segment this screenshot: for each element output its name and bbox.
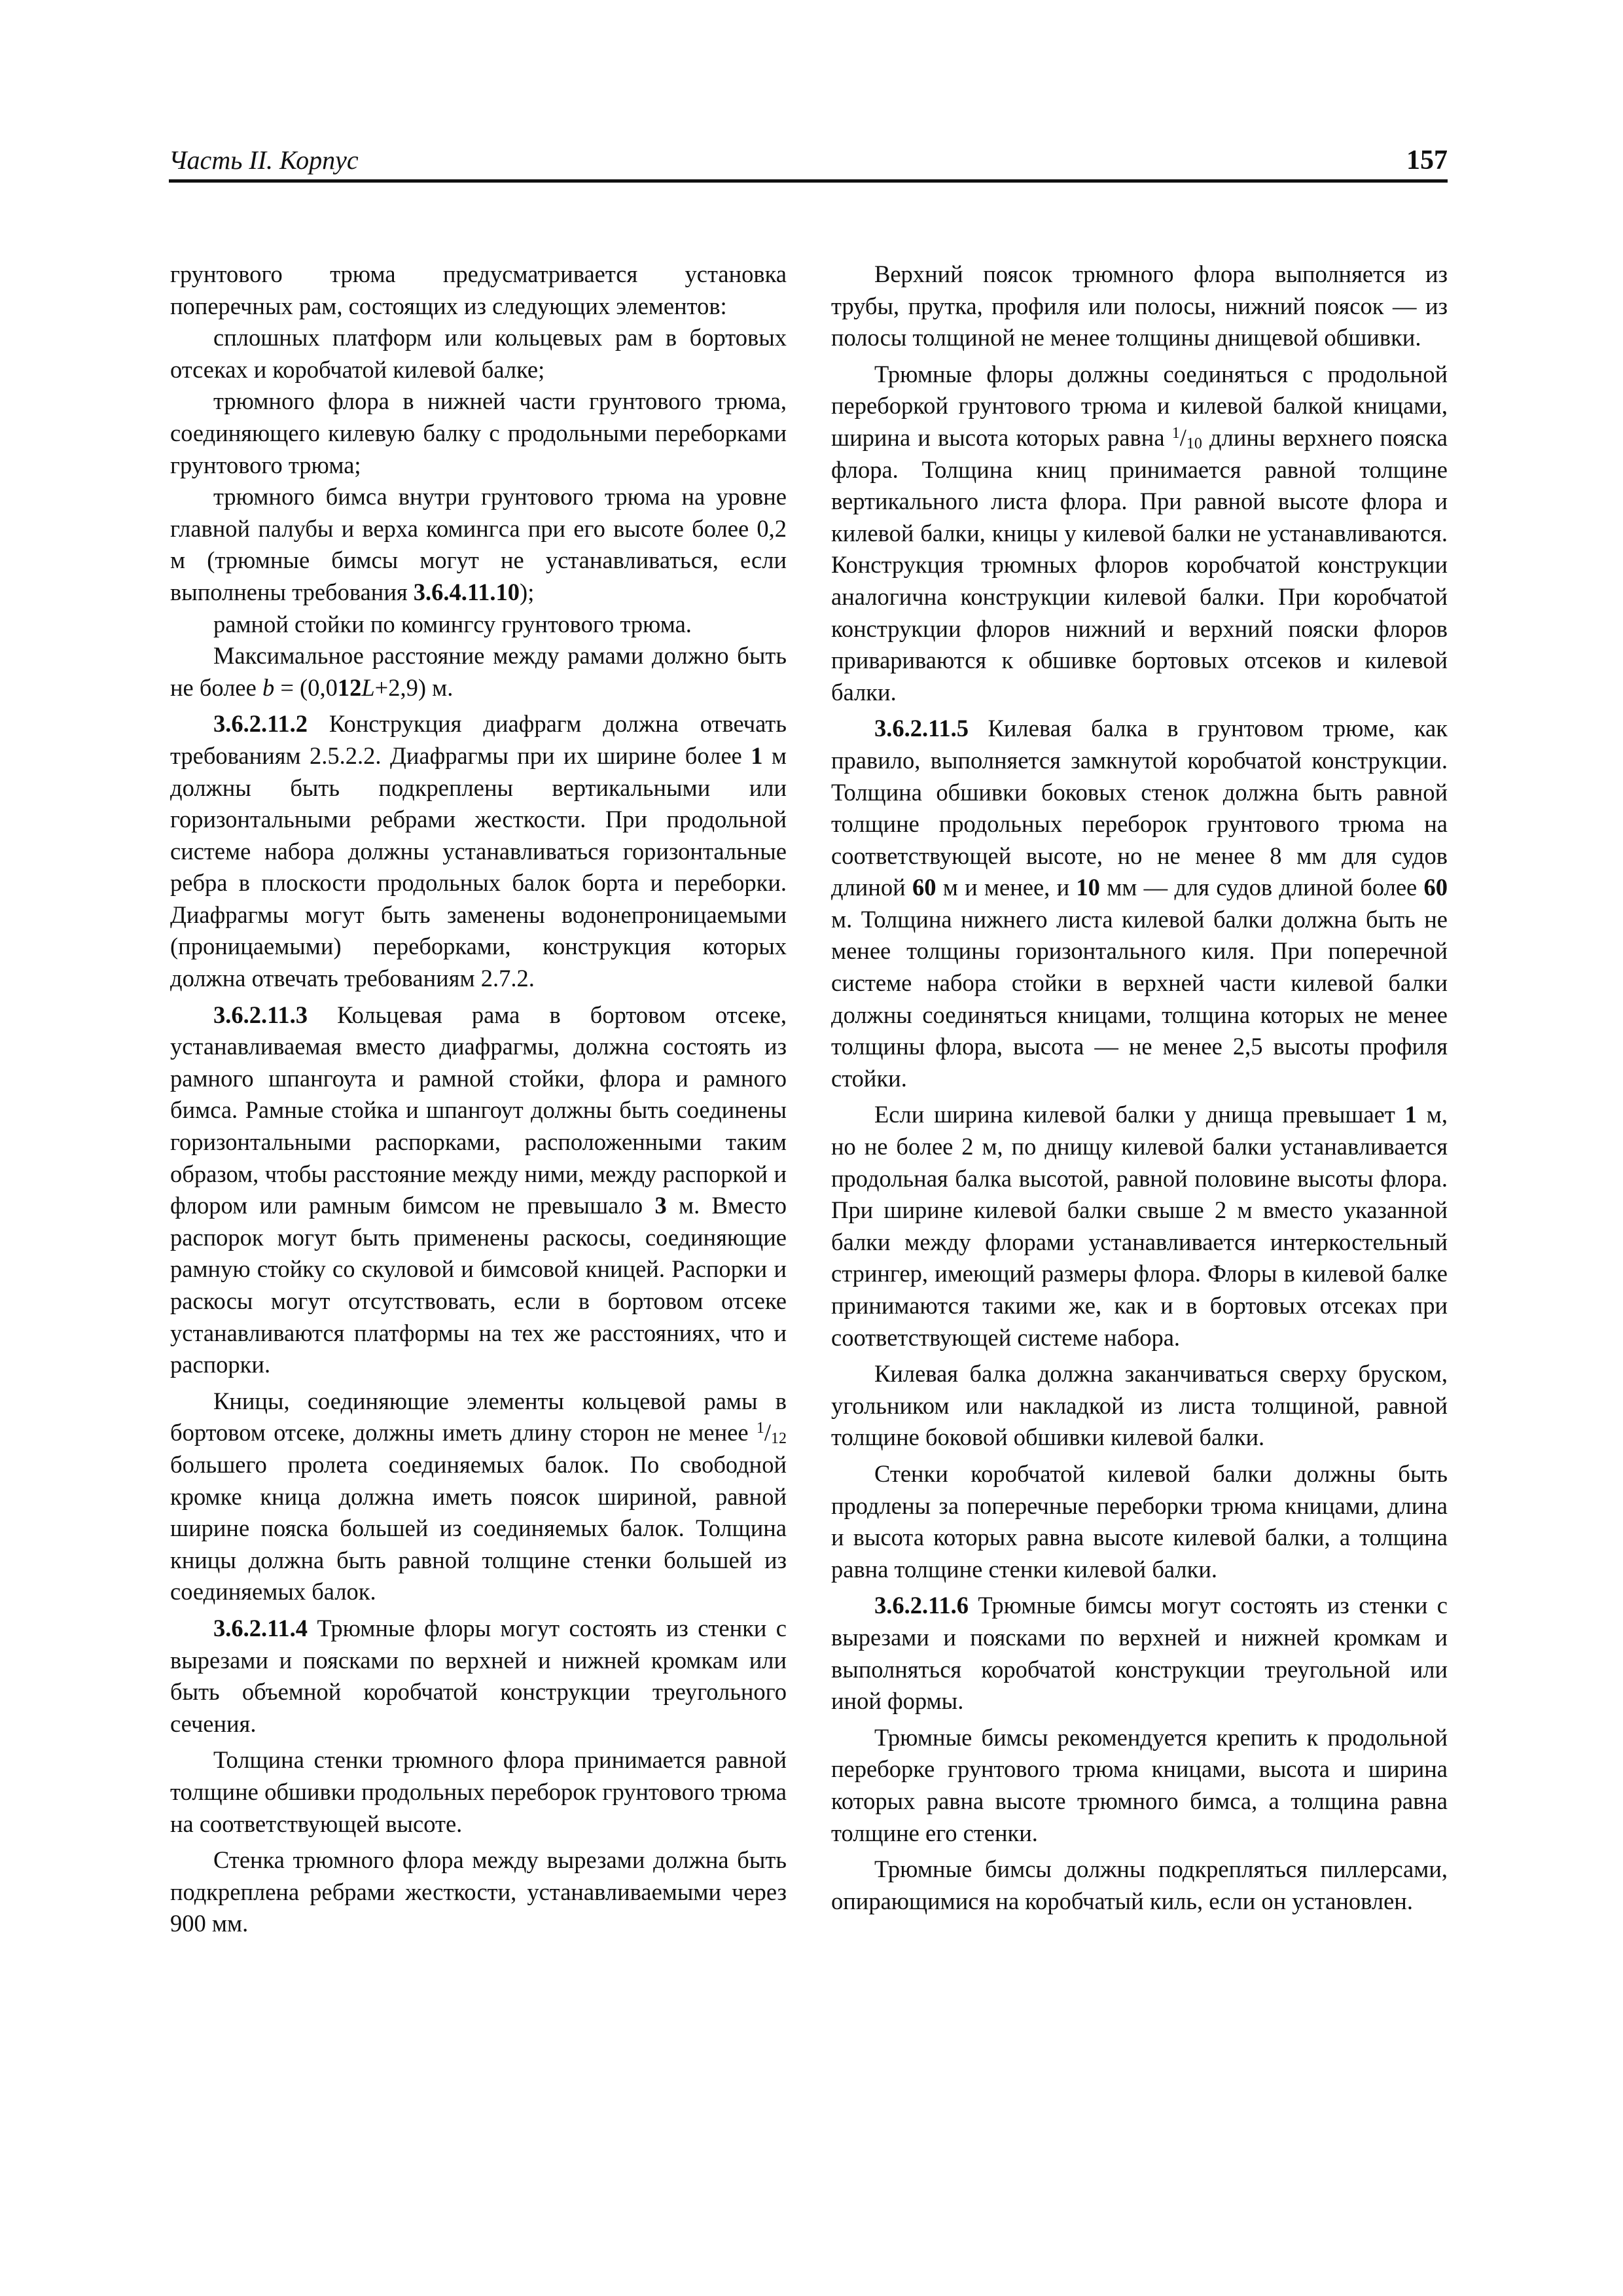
section-paragraph [170, 999, 787, 1381]
bold-value: 60 [912, 874, 936, 901]
formula: = (0,0 [274, 673, 338, 701]
fraction-numerator: 1 [1171, 424, 1180, 442]
section-paragraph [170, 1613, 787, 1740]
section-number: 3.6.2.11.3 [213, 1001, 308, 1028]
fraction: $^1/_{10}$ [1171, 423, 1202, 452]
fraction: $^1/_{12}$ [756, 1419, 787, 1448]
paragraph: Трюмные бимсы рекомендуется крепить к продольной переборке грунтового трюма кницами, высота и ширина которых равна высоте трюмного бимса, а толщина равна толщине его стенки. [831, 1723, 1448, 1846]
paragraph [831, 1099, 1448, 1354]
fraction-denominator: 10 [1186, 435, 1202, 452]
paragraph-text: Трюмные флоры должны соединяться с продольной переборкой грунтового трюма и килевой балкой кницами, ширина и высота которых равна [831, 360, 1448, 451]
paragraph: Трюмные бимсы должны подкрепляться пиллерсами, опирающимися на коробчатый киль, если он установлен. [831, 1856, 1448, 1914]
paragraph: Толщина стенки трюмного флора принимается равной толщине обшивки продольных переборок грунтового трюма на соответствующей высоте. [170, 1746, 787, 1837]
paragraph: сплошных платформ или кольцевых рам в бортовых отсеках и коробчатой килевой балке; [170, 324, 787, 383]
paragraph-text: Килевая балка в грунтовом трюме, как правило, выполняется замкнутой коробчатой конструкции. Толщина обшивки боковых стенок должна быть равной толщине продольных переборок грунтового трюма на соответствующей высоте, но не менее 8 мм для судов длиной [831, 715, 1448, 901]
section-reference: 3.6.4.11.10 [413, 578, 520, 605]
paragraph: Верхний поясок трюмного флора выполняется из трубы, прутка, профиля или полосы, нижний поясок — из полосы толщиной не менее толщины днищевой обшивки. [831, 260, 1448, 351]
formula: +2,9) м. [374, 673, 454, 701]
paragraph-text: м и менее, и [936, 874, 1077, 901]
fraction-numerator: 1 [756, 1420, 764, 1437]
fraction-denominator: 12 [771, 1430, 787, 1448]
paragraph-text: м. Вместо распорок могут быть применены раскосы, соединяющие рамную стойку со скуловой и бимсовой кницей. Распорки и раскосы могут отсутствовать, если в бортовом отсеке устанавливаются платформы на тех же расстояниях, что и распорки. [170, 1192, 787, 1378]
formula-variable: L [361, 673, 375, 701]
bold-value: 1 [1404, 1101, 1417, 1128]
paragraph [170, 481, 787, 608]
running-head: Часть II. Корпус [169, 145, 359, 175]
bold-value: 10 [1076, 874, 1100, 901]
paragraph: Стенки коробчатой килевой балки должны быть продлены за поперечные переборки трюма кницами, длина и высота которых равна высоте килевой балки, а толщина равна толщине стенки килевой балки. [831, 1460, 1448, 1583]
paragraph-text: м, но не более 2 м, по днищу килевой балки устанавливается продольная балка высотой, равной половине высоты флора. При ширине килевой балки свыше 2 м вместо указанной балки между флорами устанавливается интеркостельный стрингер, имеющий размеры флора. Флоры в килевой балке принимаются такими же, как и в бортовых отсеках при соответствующей системе набора. [831, 1101, 1448, 1351]
paragraph: Килевая балка должна заканчиваться сверху бруском, угольником или накладкой из листа толщиной, равной толщине боковой обшивки килевой балки. [831, 1360, 1448, 1451]
section-number: 3.6.2.11.2 [213, 710, 308, 738]
section-paragraph [831, 713, 1448, 1094]
paragraph-text: Кольцевая рама в бортовом отсеке, устанавливаемая вместо диафрагмы, должна состоять из рамного шпангоута и рамной стойки, флора и рамного бимса. Рамные стойка и шпангоут должны быть соединены горизонтальными распорками, расположенными таким образом, чтобы расстояние между ними, между распоркой и флором или рамным бимсом не превышало [170, 1001, 787, 1219]
paragraph: Стенка трюмного флора между вырезами должна быть подкреплена ребрами жесткости, устанавливаемыми через 900 мм. [170, 1846, 787, 1937]
formula-variable: b [262, 673, 275, 701]
left-column [170, 259, 787, 1940]
right-column [831, 259, 1448, 1917]
bold-value: 3 [654, 1192, 667, 1219]
paragraph: грунтового трюма предусматривается установка поперечных рам, состоящих из следующих элементов: [170, 260, 787, 319]
bold-value: 60 [1423, 874, 1448, 901]
section-number: 3.6.2.11.4 [213, 1614, 308, 1641]
formula-coefficient: 12 [337, 673, 362, 701]
paragraph-text: Если ширина килевой балки у днища превышает [874, 1101, 1405, 1128]
paragraph-text: Максимальное расстояние между рамами должно быть не более [170, 642, 787, 701]
bold-value: 1 [751, 742, 763, 769]
paragraph [831, 359, 1448, 709]
paragraph: трюмного флора в нижней части грунтового трюма, соединяющего килевую балку с продольными переборками грунтового трюма; [170, 387, 787, 478]
paragraph-text: мм — для судов длиной более [1099, 874, 1424, 901]
paragraph-text: ); [520, 578, 535, 605]
section-paragraph [831, 1590, 1448, 1717]
paragraph [170, 640, 787, 704]
paragraph-text: длины верхнего пояска флора. Толщина книц принимается равной толщине вертикального листа флора. При равной высоте флора и килевой балки, кницы у килевой балки не устанавливаются. Конструкция трюмных флоров коробчатой конструкции аналогична конструкции килевой балки. При коробчатой конструкции флоров нижний и верхний пояски флоров привариваются к обшивке бортовых отсеков и килевой балки. [831, 423, 1448, 706]
page-number: 157 [1406, 145, 1448, 175]
section-number: 3.6.2.11.5 [874, 715, 969, 742]
paragraph: рамной стойки по комингсу грунтового трюма. [213, 610, 692, 637]
section-number: 3.6.2.11.6 [874, 1592, 969, 1619]
paragraph-text: Кницы, соединяющие элементы кольцевой рамы в бортовом отсеке, должны иметь длину сторон не менее [170, 1387, 787, 1446]
paragraph-text: большего пролета соединяемых балок. По свободной кромке кница должна иметь поясок шириной, равной ширине пояска большей из соединяемых балок. Толщина кницы должна быть равной толщине стенки большей из соединяемых балок. [170, 1450, 787, 1605]
paragraph-text: трюмного бимса внутри грунтового трюма на уровне главной палубы и верха комингса при его высоте более 0,2 м (трюмные бимсы могут не устанавливаться, если выполнены требования [170, 483, 787, 605]
paragraph-text: м должны быть подкреплены вертикальными или горизонтальными ребрами жесткости. При продольной системе набора должны устанавливаться горизонтальные ребра в плоскости продольных балок борта и переборки. Диафрагмы могут быть заменены водонепроницаемыми (проницаемыми) переборками, конструкция которых должна отвечать требованиям 2.7.2. [170, 742, 787, 992]
paragraph [170, 1386, 787, 1608]
paragraph-text: Трюмные флоры могут состоять из стенки с вырезами и поясками по верхней и нижней кромкам или быть объемной коробчатой конструкции треугольного сечения. [170, 1614, 787, 1737]
paragraph-text: Трюмные бимсы могут состоять из стенки с вырезами и поясками по верхней и нижней кромкам и выполняться коробчатой конструкции треугольной или иной формы. [831, 1592, 1448, 1715]
section-paragraph [170, 708, 787, 994]
page-header [169, 143, 1448, 183]
paragraph-text: м. Толщина нижнего листа килевой балки должна быть не менее толщины горизонтального киля. При поперечной системе набора стойки в верхней части килевой балки должны соединяться кницами, толщина которых не менее толщины флора, высота — не менее 2,5 высоты профиля стойки. [831, 905, 1448, 1092]
paragraph-text: Конструкция диафрагм должна отвечать требованиям 2.5.2.2. Диафрагмы при их ширине более [170, 710, 787, 769]
